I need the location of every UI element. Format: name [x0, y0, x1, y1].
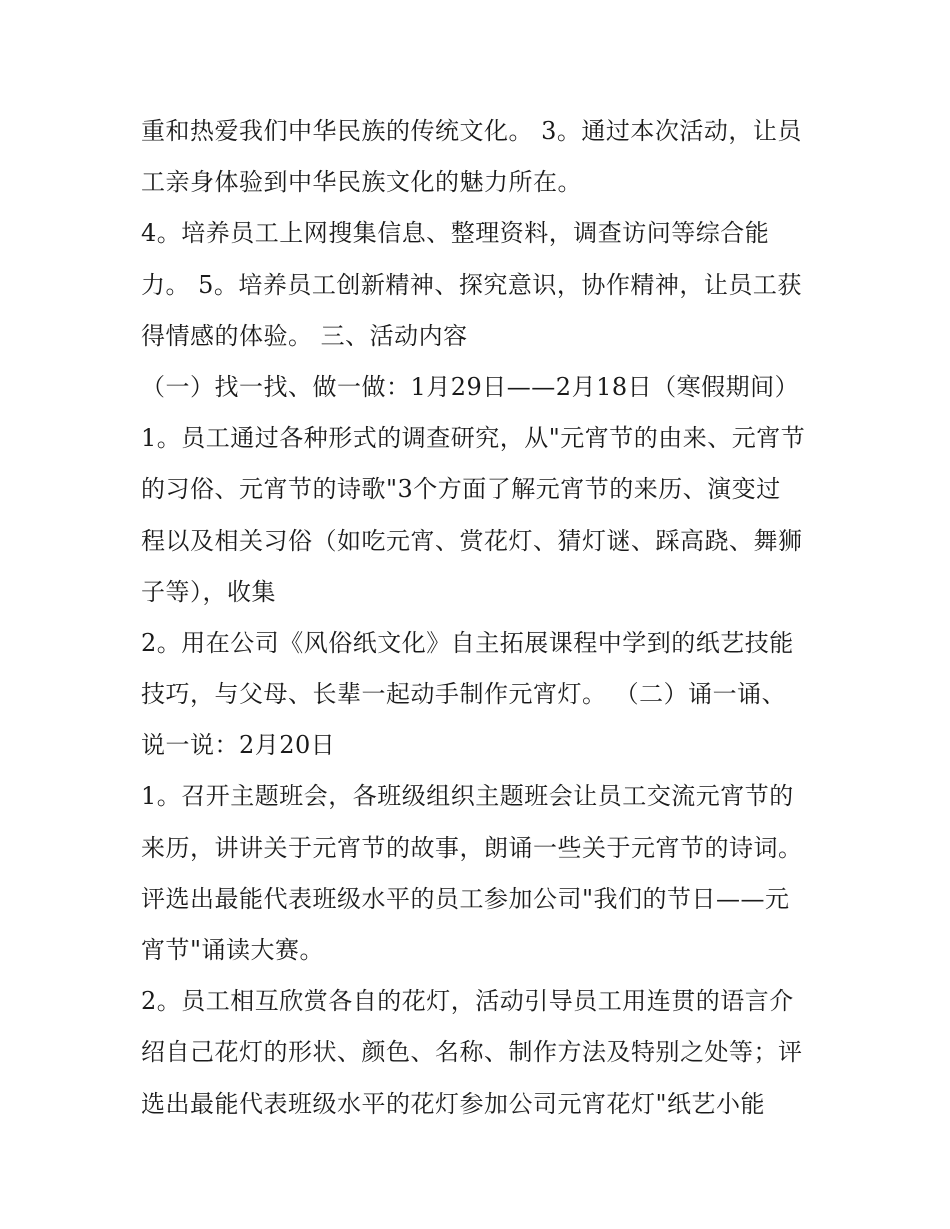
text-line: 4。培养员工上网搜集信息、整理资料，调查访问等综合能: [141, 219, 770, 248]
text-line: 评选出最能代表班级水平的员工参加公司"我们的节日——元: [141, 884, 790, 913]
text-line: 力。 5。培养员工创新精神、探究意识，协作精神，让员工获: [141, 270, 802, 299]
text-line: 绍自己花灯的形状、颜色、名称、制作方法及特别之处等；评: [141, 1038, 803, 1067]
text-line: 工亲身体验到中华民族文化的魅力所在。: [141, 168, 582, 197]
text-line: 说一说：2月20日: [141, 731, 336, 760]
text-line: 技巧，与父母、长辈一起动手制作元宵灯。 （二）诵一诵、: [141, 680, 787, 709]
text-line: 得情感的体验。 三、活动内容: [141, 321, 468, 350]
text-line: 宵节"诵读大赛。: [141, 936, 325, 964]
text-line: 1。员工通过各种形式的调查研究，从"元宵节的由来、元宵节: [141, 424, 806, 453]
text-line: 子等），收集: [141, 577, 276, 606]
text-line: 重和热爱我们中华民族的传统文化。 3。通过本次活动，让员: [141, 117, 802, 145]
document-body: [141, 106, 821, 1130]
text-line: 2。员工相互欣赏各自的花灯，活动引导员工用连贯的语言介: [141, 987, 794, 1016]
text-line: 程以及相关习俗（如吃元宵、赏花灯、猜灯谜、踩高跷、舞狮: [141, 526, 803, 555]
text-line: 1。召开主题班会，各班级组织主题班会让员工交流元宵节的: [141, 782, 794, 811]
text-line: 来历，讲讲关于元宵节的故事，朗诵一些关于元宵节的诗词。: [141, 833, 803, 862]
text-line: 选出最能代表班级水平的花灯参加公司元宵花灯"纸艺小能: [141, 1089, 766, 1118]
text-line: 2。用在公司《风俗纸文化》自主拓展课程中学到的纸艺技能: [141, 628, 794, 657]
text-line: （一）找一找、做一做：1月29日——2月18日（寒假期间）: [141, 372, 800, 401]
text-line: 的习俗、元宵节的诗歌"3个方面了解元宵节的来历、演变过: [141, 475, 781, 504]
